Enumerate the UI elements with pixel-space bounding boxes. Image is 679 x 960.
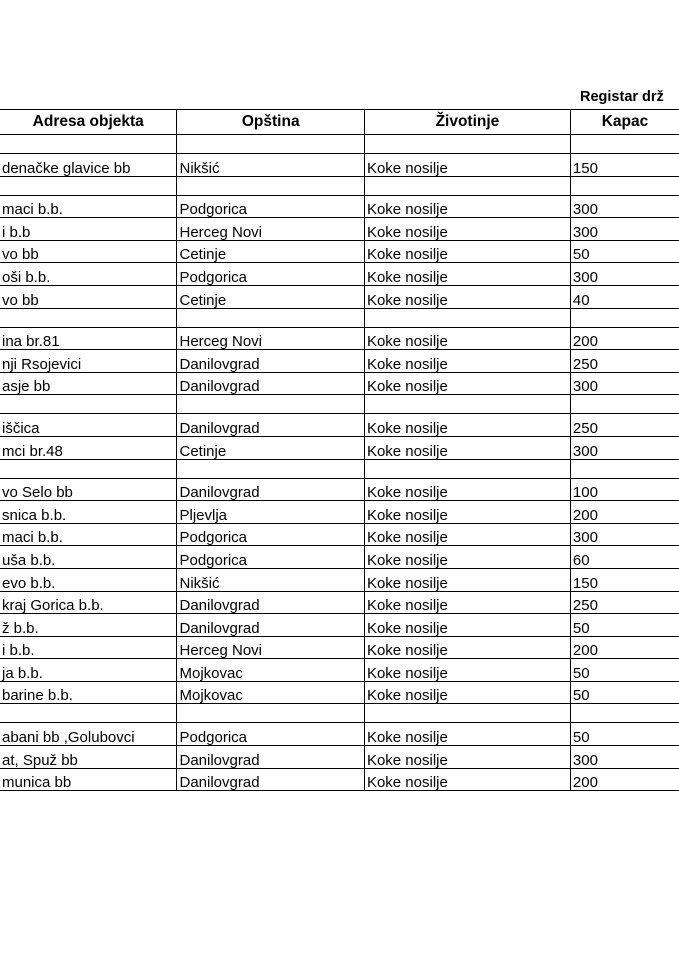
municipality-cell: Podgorica <box>177 523 364 546</box>
table-row <box>0 327 679 350</box>
address-cell <box>0 263 177 286</box>
animals-cell: Koke nosilje <box>364 523 570 546</box>
address-text: i b.b. <box>2 642 35 659</box>
table-row <box>0 568 679 591</box>
address-text: ž b.b. <box>2 619 39 637</box>
address-cell <box>0 723 177 746</box>
capacity-cell: 150 <box>570 568 679 591</box>
address-text: vo bb <box>2 291 39 309</box>
address-cell <box>0 478 177 501</box>
address-text: nji Rsojevici <box>2 355 82 373</box>
table-row <box>0 636 679 659</box>
address-cell <box>0 568 177 591</box>
empty-cell <box>177 459 364 478</box>
address-text: snica b.b. <box>2 506 67 524</box>
table-row <box>0 478 679 501</box>
capacity-cell: 50 <box>570 659 679 682</box>
address-text: maci b.b. <box>2 529 63 546</box>
table-row <box>0 768 679 791</box>
address-cell <box>0 681 177 704</box>
address-cell <box>0 636 177 659</box>
table-row <box>0 263 679 286</box>
municipality-cell: Danilovgrad <box>177 768 364 791</box>
animals-cell: Koke nosilje <box>364 768 570 791</box>
municipality-cell: Herceg Novi <box>177 327 364 350</box>
capacity-cell: 200 <box>570 327 679 350</box>
table-row <box>0 746 679 769</box>
capacity-cell: 50 <box>570 681 679 704</box>
blank-row <box>0 135 679 154</box>
empty-cell <box>570 176 679 195</box>
address-cell <box>0 285 177 308</box>
address-cell <box>0 218 177 241</box>
address-text: at, Spuž bb <box>2 751 78 769</box>
municipality-cell: Danilovgrad <box>177 746 364 769</box>
animals-cell: Koke nosilje <box>364 436 570 459</box>
blank-row <box>0 459 679 478</box>
animals-cell: Koke nosilje <box>364 723 570 746</box>
empty-cell <box>0 176 177 195</box>
animals-cell: Koke nosilje <box>364 636 570 659</box>
table-row <box>0 591 679 614</box>
address-cell <box>0 614 177 637</box>
address-text: iščica <box>2 419 40 437</box>
municipality-cell: Danilovgrad <box>177 414 364 437</box>
municipality-cell: Herceg Novi <box>177 636 364 659</box>
address-text: oši b.b. <box>2 268 51 286</box>
table-row <box>0 154 679 177</box>
capacity-cell: 300 <box>570 218 679 241</box>
table-row <box>0 350 679 373</box>
table-row <box>0 436 679 459</box>
registry-table <box>0 109 679 791</box>
capacity-cell: 100 <box>570 478 679 501</box>
address-text: vo bb <box>2 246 39 263</box>
table-row <box>0 501 679 524</box>
capacity-cell: 300 <box>570 746 679 769</box>
capacity-cell: 40 <box>570 285 679 308</box>
empty-cell <box>570 308 679 327</box>
empty-cell <box>364 308 570 327</box>
municipality-cell: Nikšić <box>177 154 364 177</box>
address-cell <box>0 414 177 437</box>
municipality-cell: Cetinje <box>177 285 364 308</box>
header-row <box>0 110 679 135</box>
capacity-cell: 50 <box>570 240 679 263</box>
empty-cell <box>177 308 364 327</box>
empty-cell <box>364 704 570 723</box>
address-text: ina br.81 <box>2 333 60 350</box>
municipality-cell: Mojkovac <box>177 659 364 682</box>
animals-cell: Koke nosilje <box>364 240 570 263</box>
animals-cell: Koke nosilje <box>364 501 570 524</box>
capacity-cell: 60 <box>570 546 679 569</box>
blank-row <box>0 704 679 723</box>
capacity-cell: 250 <box>570 591 679 614</box>
animals-cell: Koke nosilje <box>364 218 570 241</box>
animals-cell: Koke nosilje <box>364 546 570 569</box>
address-text: i b.b <box>2 223 31 241</box>
empty-cell <box>0 135 177 154</box>
capacity-cell: 300 <box>570 436 679 459</box>
address-cell <box>0 436 177 459</box>
table-row <box>0 523 679 546</box>
municipality-cell: Cetinje <box>177 436 364 459</box>
animals-cell: Koke nosilje <box>364 350 570 373</box>
empty-cell <box>364 395 570 414</box>
header-capacity: Kapac <box>570 110 679 135</box>
empty-cell <box>0 395 177 414</box>
capacity-cell: 300 <box>570 523 679 546</box>
municipality-cell: Nikšić <box>177 568 364 591</box>
address-text: maci b.b. <box>2 201 63 218</box>
address-cell <box>0 523 177 546</box>
table-row <box>0 218 679 241</box>
blank-row <box>0 308 679 327</box>
address-cell <box>0 591 177 614</box>
address-cell <box>0 240 177 263</box>
empty-cell <box>177 176 364 195</box>
municipality-cell: Podgorica <box>177 195 364 218</box>
address-text: uša b.b. <box>2 551 56 569</box>
empty-cell <box>177 704 364 723</box>
empty-cell <box>364 459 570 478</box>
capacity-cell: 50 <box>570 614 679 637</box>
address-text: kraj Gorica b.b. <box>2 597 104 614</box>
empty-cell <box>177 395 364 414</box>
capacity-cell: 200 <box>570 636 679 659</box>
animals-cell: Koke nosilje <box>364 414 570 437</box>
municipality-cell: Danilovgrad <box>177 372 364 395</box>
table-row <box>0 414 679 437</box>
capacity-cell: 300 <box>570 372 679 395</box>
animals-cell: Koke nosilje <box>364 681 570 704</box>
empty-cell <box>0 704 177 723</box>
address-cell <box>0 350 177 373</box>
municipality-cell: Danilovgrad <box>177 350 364 373</box>
table-body <box>0 135 679 791</box>
capacity-cell: 150 <box>570 154 679 177</box>
empty-cell <box>0 459 177 478</box>
address-text: mci br.48 <box>2 442 63 460</box>
empty-cell <box>364 135 570 154</box>
animals-cell: Koke nosilje <box>364 614 570 637</box>
address-cell <box>0 768 177 791</box>
address-text: munica bb <box>2 774 72 791</box>
address-text: abani bb ,Golubovci <box>2 729 135 746</box>
header-municipality: Opština <box>177 110 364 135</box>
animals-cell: Koke nosilje <box>364 195 570 218</box>
address-cell <box>0 327 177 350</box>
animals-cell: Koke nosilje <box>364 478 570 501</box>
animals-cell: Koke nosilje <box>364 372 570 395</box>
animals-cell: Koke nosilje <box>364 285 570 308</box>
municipality-cell: Cetinje <box>177 240 364 263</box>
animals-cell: Koke nosilje <box>364 591 570 614</box>
blank-row <box>0 176 679 195</box>
address-text: vo Selo bb <box>2 484 73 501</box>
address-cell <box>0 546 177 569</box>
address-cell <box>0 195 177 218</box>
capacity-cell: 300 <box>570 195 679 218</box>
address-text: evo b.b. <box>2 574 56 591</box>
animals-cell: Koke nosilje <box>364 659 570 682</box>
blank-row <box>0 395 679 414</box>
animals-cell: Koke nosilje <box>364 746 570 769</box>
address-text: barine b.b. <box>2 687 73 704</box>
address-text: ja b.b. <box>2 664 43 682</box>
table-row <box>0 372 679 395</box>
animals-cell: Koke nosilje <box>364 327 570 350</box>
municipality-cell: Pljevlja <box>177 501 364 524</box>
empty-cell <box>570 135 679 154</box>
animals-cell: Koke nosilje <box>364 263 570 286</box>
document-title: Registar drž <box>580 89 664 105</box>
empty-cell <box>177 135 364 154</box>
address-cell <box>0 659 177 682</box>
table-row <box>0 546 679 569</box>
animals-cell: Koke nosilje <box>364 154 570 177</box>
header-animals: Životinje <box>364 110 570 135</box>
table-row <box>0 614 679 637</box>
table-row <box>0 285 679 308</box>
address-cell <box>0 372 177 395</box>
municipality-cell: Podgorica <box>177 723 364 746</box>
municipality-cell: Mojkovac <box>177 681 364 704</box>
empty-cell <box>570 704 679 723</box>
municipality-cell: Herceg Novi <box>177 218 364 241</box>
capacity-cell: 250 <box>570 350 679 373</box>
header-address: Adresa objekta <box>0 110 177 135</box>
empty-cell <box>570 459 679 478</box>
municipality-cell: Podgorica <box>177 546 364 569</box>
empty-cell <box>364 176 570 195</box>
address-text: asje bb <box>2 378 51 395</box>
municipality-cell: Danilovgrad <box>177 591 364 614</box>
address-cell <box>0 746 177 769</box>
table-row <box>0 195 679 218</box>
table-row <box>0 240 679 263</box>
empty-cell <box>0 308 177 327</box>
table-row <box>0 681 679 704</box>
address-cell <box>0 154 177 177</box>
capacity-cell: 300 <box>570 263 679 286</box>
address-text: denačke glavice bb <box>2 159 131 177</box>
municipality-cell: Podgorica <box>177 263 364 286</box>
municipality-cell: Danilovgrad <box>177 614 364 637</box>
table-row <box>0 659 679 682</box>
address-cell <box>0 501 177 524</box>
empty-cell <box>570 395 679 414</box>
capacity-cell: 50 <box>570 723 679 746</box>
municipality-cell: Danilovgrad <box>177 478 364 501</box>
capacity-cell: 200 <box>570 768 679 791</box>
table-row <box>0 723 679 746</box>
animals-cell: Koke nosilje <box>364 568 570 591</box>
capacity-cell: 200 <box>570 501 679 524</box>
capacity-cell: 250 <box>570 414 679 437</box>
